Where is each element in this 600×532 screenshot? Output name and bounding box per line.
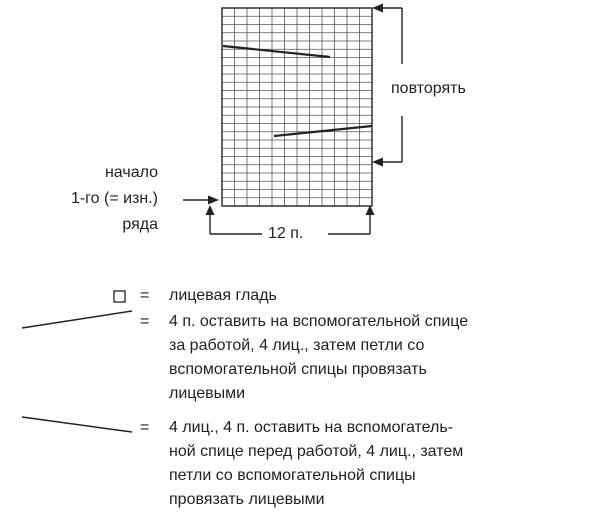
repeat-label: повторять xyxy=(391,80,466,97)
legend-cable-back-symbol xyxy=(22,311,132,328)
legend-stockinette-eq: = xyxy=(140,287,150,304)
legend-cable-front-line2: ной спице перед работой, 4 лиц., затем xyxy=(169,443,464,460)
row-start-label-line2: 1-го (= изн.) xyxy=(70,190,158,207)
legend-stockinette-text: лицевая гладь xyxy=(169,287,277,304)
width-arrow-left-icon xyxy=(206,205,215,215)
cable-left-cross-symbol xyxy=(223,46,330,57)
chart-grid xyxy=(222,8,372,206)
legend-cable-back-line3: вспомогательной спицы провязать xyxy=(169,361,427,378)
legend-cable-front-line4: провязать лицевыми xyxy=(169,491,325,508)
repeat-arrow-bottom-icon xyxy=(372,158,383,167)
legend-cable-back-text xyxy=(169,310,468,406)
legend-cable-back-eq: = xyxy=(140,313,150,330)
legend-cable-back-line4: лицевыми xyxy=(169,385,246,402)
start-row-arrow-icon xyxy=(208,196,219,205)
legend-cable-front-line3: петли со вспомогательной спицы xyxy=(169,467,416,484)
row-start-label-line1: начало xyxy=(104,164,158,181)
cable-right-cross-symbol xyxy=(274,126,372,136)
repeat-arrow-top-icon xyxy=(372,4,383,13)
row-start-label-line3: ряда xyxy=(122,216,158,233)
width-label: 12 п. xyxy=(268,225,304,242)
legend-cable-front-symbol xyxy=(22,417,132,432)
legend-cable-front-eq: = xyxy=(140,419,150,436)
legend-stockinette-square-icon xyxy=(114,291,125,302)
legend-cable-back-line2: за работой, 4 лиц., затем петли со xyxy=(169,337,425,354)
legend-cable-front-text xyxy=(169,416,463,512)
legend-cable-front-line1: 4 лиц., 4 п. оставить на вспомогатель- xyxy=(169,419,454,436)
legend-cable-back-line1: 4 п. оставить на вспомогательной спице xyxy=(169,313,469,330)
